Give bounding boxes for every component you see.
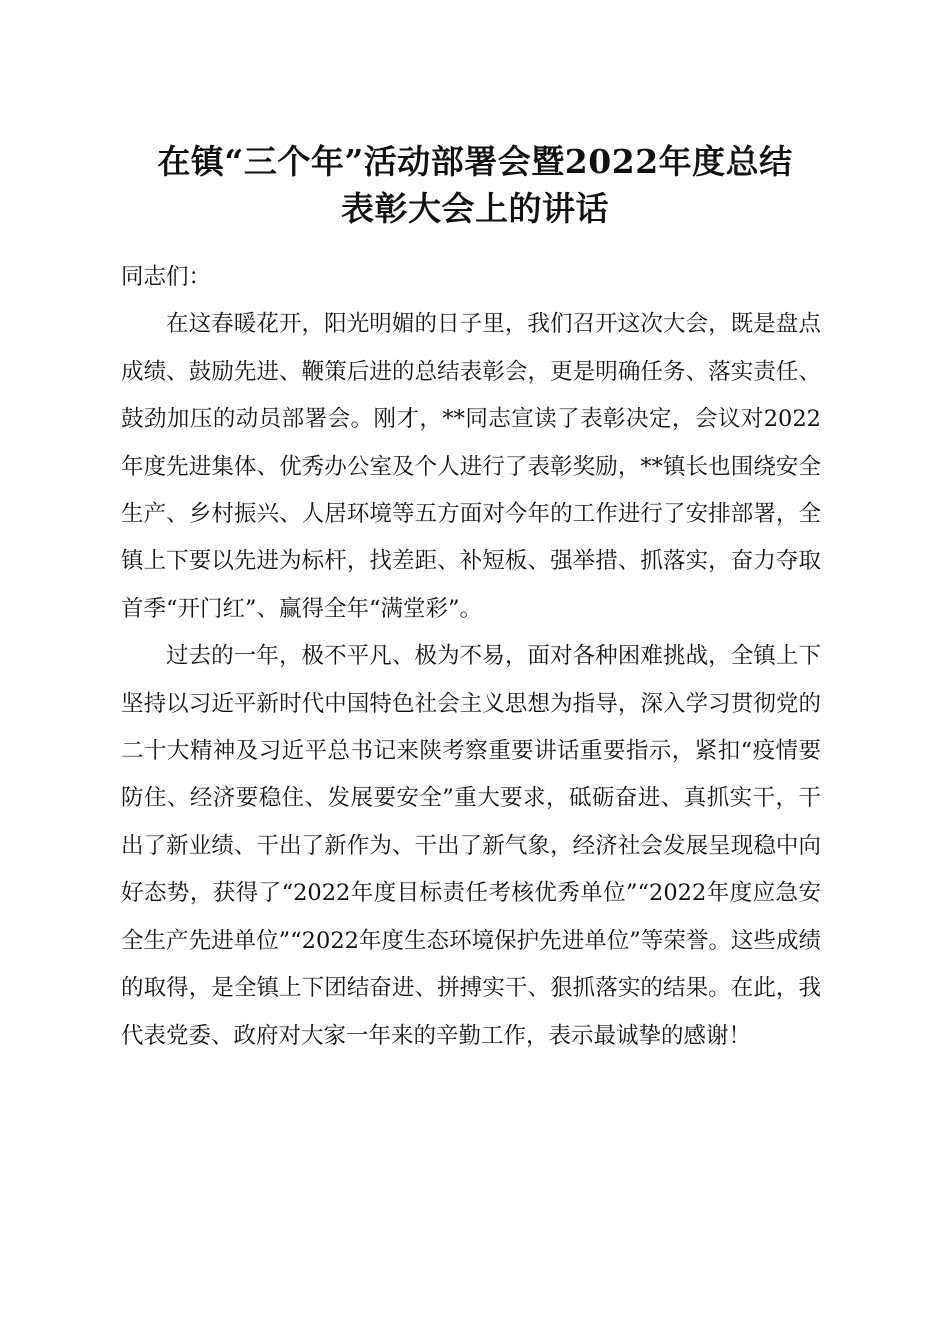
document-body <box>121 254 821 1060</box>
salutation: 同志们： <box>121 264 212 290</box>
paragraph-2: 过去的一年，极不平凡、极为不易，面对各种困难挑战，全镇上下坚持以习近平新时代中国特色社会主义思想为指导，深入学习贯彻党的二十大精神及习近平总书记来陕考察重要讲话重要指示，紧扣“疫情要防住、经济要稳住、发展要安全”重大要求，砥砺奋进、真抓实干，干出了新业绩、干出了新作为、干出了新气象，经济社会发展呈现稳中向好态势，获得了“2022年度目标责任考核优秀单位”“2022年度应急安全生产先进单位”“2022年度生态环境保护先进单位”等荣誉。这些成绩的取得，是全镇上下团结奋进、拼搏实干、狠抓落实的结果。在此，我代表党委、政府对大家一年来的辛勤工作，表示最诚挚的感谢！ <box>121 643 821 1049</box>
paragraph-1: 在这春暖花开，阳光明媚的日子里，我们召开这次大会，既是盘点成绩、鼓励先进、鞭策后进的总结表彰会，更是明确任务、落实责任、鼓劲加压的动员部署会。刚才，**同志宣读了表彰决定，会议对2022年度先进集体、优秀办公室及个人进行了表彰奖励，**镇长也围绕安全生产、乡村振兴、人居环境等五方面对今年的工作进行了安排部署，全镇上下要以先进为标杆，找差距、补短板、强举措、抓落实，奋力夺取首季“开门红”、赢得全年“满堂彩”。 <box>121 311 821 622</box>
title-line-1: 在镇“三个年”活动部署会暨2022年度总结 <box>157 142 793 181</box>
document-title <box>100 138 850 232</box>
title-line-2: 表彰大会上的讲话 <box>341 189 609 228</box>
